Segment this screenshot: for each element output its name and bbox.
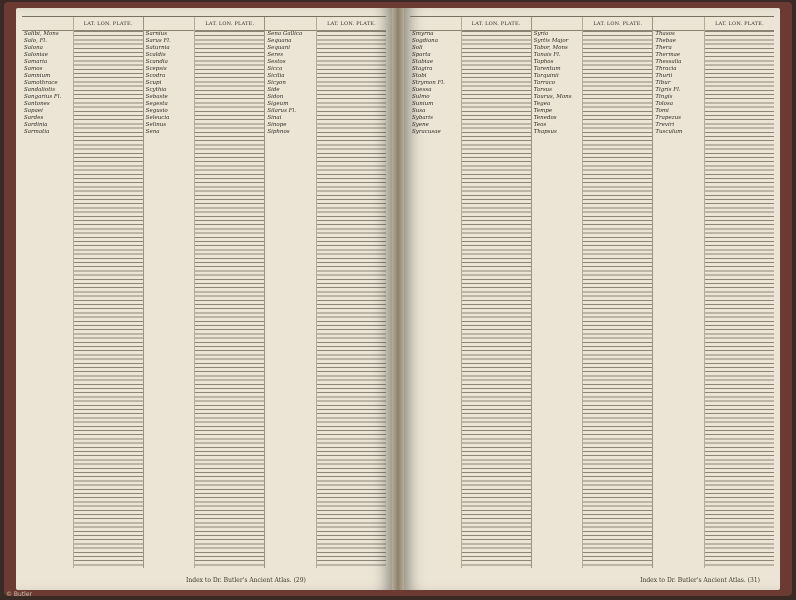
index-entry: Sarnius — [145, 31, 168, 37]
index-entry: Sicyon — [267, 80, 286, 86]
index-entry: Sunium — [412, 101, 434, 107]
index-entry: Tingis — [655, 94, 673, 100]
name-list — [532, 31, 583, 136]
place-names — [653, 17, 705, 568]
index-entry: Thasos — [655, 31, 675, 37]
coordinates — [583, 17, 652, 568]
index-entry: Sebaste — [145, 94, 168, 100]
index-entry: Sequana — [267, 38, 292, 44]
index-entry: Thurii — [655, 73, 673, 79]
column-header: LAT. LON. PLATE. — [195, 17, 264, 31]
index-entry: Salona — [24, 45, 43, 51]
coordinates — [462, 17, 531, 568]
index-entry: Syracusae — [412, 129, 441, 135]
index-entry: Seres — [267, 52, 284, 58]
column-header: LAT. LON. PLATE. — [705, 17, 774, 31]
index-entry: Sulmo — [412, 94, 430, 100]
right-column-2 — [532, 17, 654, 568]
index-entry: Thapsus — [533, 129, 557, 135]
name-list — [410, 31, 461, 136]
index-entry: Side — [267, 87, 280, 93]
index-entry: Sarus Fl. — [145, 38, 171, 44]
index-entry: Tolosa — [655, 101, 674, 107]
index-entry: Sidon — [267, 94, 284, 100]
index-entry: Susa — [412, 108, 426, 114]
index-entry: Thebae — [655, 38, 676, 44]
left-column-1 — [22, 17, 144, 568]
index-entry: Santones — [24, 101, 50, 107]
place-names — [144, 17, 196, 568]
index-entry: Sangarius Fl. — [24, 94, 62, 100]
place-names — [265, 17, 317, 568]
index-entry: Scythia — [145, 87, 167, 93]
index-entry: Salo, Fl. — [24, 38, 47, 44]
right-page — [404, 8, 780, 590]
column-header: LAT. LON. PLATE. — [583, 17, 652, 31]
index-entry: Stagira — [412, 66, 433, 72]
index-entry: Sybaris — [412, 115, 433, 121]
index-entry: Taphos — [533, 59, 554, 65]
index-entry: Syene — [412, 122, 429, 128]
left-page-footer: Index to Dr. Butler's Ancient Atlas. (29) — [186, 577, 306, 584]
index-entry: Teos — [533, 122, 547, 128]
index-entry: Sardes — [24, 115, 44, 121]
index-entry: Smyrna — [412, 31, 434, 37]
index-entry: Tarraco — [533, 80, 556, 86]
left-page — [16, 8, 392, 590]
index-entry: Thermae — [655, 52, 681, 58]
coordinates — [705, 17, 774, 568]
right-index-table — [410, 16, 774, 568]
index-entry: Sequani — [267, 45, 291, 51]
index-entry: Sena Gallica — [267, 31, 303, 37]
index-entry: Tarentum — [533, 66, 561, 72]
name-list — [144, 31, 195, 136]
index-entry: Sinope — [267, 122, 287, 128]
index-entry: Stabiae — [412, 59, 434, 65]
index-entry: Sestos — [267, 59, 286, 65]
index-entry: Samaria — [24, 59, 48, 65]
index-entry: Tenedos — [533, 115, 557, 121]
index-entry: Selinus — [145, 122, 167, 128]
index-entry: Tomi — [655, 108, 669, 114]
index-entry: Scaldis — [145, 52, 166, 58]
left-column-3 — [265, 17, 386, 568]
index-entry: Syria — [533, 31, 549, 37]
index-entry: Scandia — [145, 59, 168, 65]
coordinates — [317, 17, 386, 568]
index-entry: Tegea — [533, 101, 551, 107]
index-entry: Sigeum — [267, 101, 289, 107]
column-header: LAT. LON. PLATE. — [317, 17, 386, 31]
index-entry: Samothrace — [24, 80, 58, 86]
index-entry: Siphnos — [267, 129, 290, 135]
index-entry: Tigris Fl. — [655, 87, 681, 93]
right-column-1 — [410, 17, 532, 568]
index-entry: Segusio — [145, 108, 168, 114]
coordinates — [74, 17, 143, 568]
index-entry: Sparta — [412, 52, 431, 58]
index-entry: Samnium — [24, 73, 51, 79]
column-header: LAT. LON. PLATE. — [462, 17, 531, 31]
index-entry: Sicilia — [267, 73, 285, 79]
index-entry: Trapezus — [655, 115, 681, 121]
index-entry: Taurus, Mons — [533, 94, 572, 100]
index-entry: Strymon Fl. — [412, 80, 445, 86]
index-entry: Seleucia — [145, 115, 170, 121]
index-entry: Saloniae — [24, 52, 48, 58]
index-entry: Tabor, Mons — [533, 45, 568, 51]
place-names — [22, 17, 74, 568]
index-entry: Stobi — [412, 73, 427, 79]
index-entry: Segesta — [145, 101, 168, 107]
index-entry: Saturnia — [145, 45, 170, 51]
name-list — [653, 31, 704, 136]
index-entry: Sinai — [267, 115, 282, 121]
right-page-footer: Index to Dr. Butler's Ancient Atlas. (31) — [640, 577, 760, 584]
index-entry: Sandaliotis — [24, 87, 56, 93]
book-gutter — [392, 8, 404, 590]
index-entry: Suessa — [412, 87, 432, 93]
index-entry: Tempe — [533, 108, 553, 114]
index-entry: Treviri — [655, 122, 675, 128]
index-entry: Sogdiana — [412, 38, 438, 44]
name-list — [22, 31, 73, 136]
index-entry: Tarsus — [533, 87, 553, 93]
index-entry: Salibi, Mons — [24, 31, 59, 37]
place-names — [532, 17, 584, 568]
index-entry: Thessalia — [655, 59, 682, 65]
index-entry: Samos — [24, 66, 43, 72]
index-entry: Scodra — [145, 73, 166, 79]
index-entry: Scupi — [145, 80, 162, 86]
index-entry: Scepsis — [145, 66, 167, 72]
index-entry: Sardinia — [24, 122, 48, 128]
index-entry: Tibur — [655, 80, 671, 86]
index-entry: Silarus Fl. — [267, 108, 296, 114]
name-list — [265, 31, 316, 136]
left-column-2 — [144, 17, 266, 568]
index-entry: Sena — [145, 129, 160, 135]
index-entry: Sicca — [267, 66, 283, 72]
index-entry: Sapaei — [24, 108, 43, 114]
index-entry: Tanais Fl. — [533, 52, 561, 58]
place-names — [410, 17, 462, 568]
column-header: LAT. LON. PLATE. — [74, 17, 143, 31]
index-entry: Thera — [655, 45, 672, 51]
right-column-3 — [653, 17, 774, 568]
index-entry: Sarmatia — [24, 129, 50, 135]
corner-label: © Butler — [6, 591, 33, 598]
index-entry: Tarquinii — [533, 73, 559, 79]
index-entry: Soli — [412, 45, 423, 51]
index-entry: Tusculum — [655, 129, 683, 135]
index-entry: Syrtis Major — [533, 38, 569, 44]
left-index-table — [22, 16, 386, 568]
index-entry: Thracia — [655, 66, 677, 72]
coordinates — [195, 17, 264, 568]
